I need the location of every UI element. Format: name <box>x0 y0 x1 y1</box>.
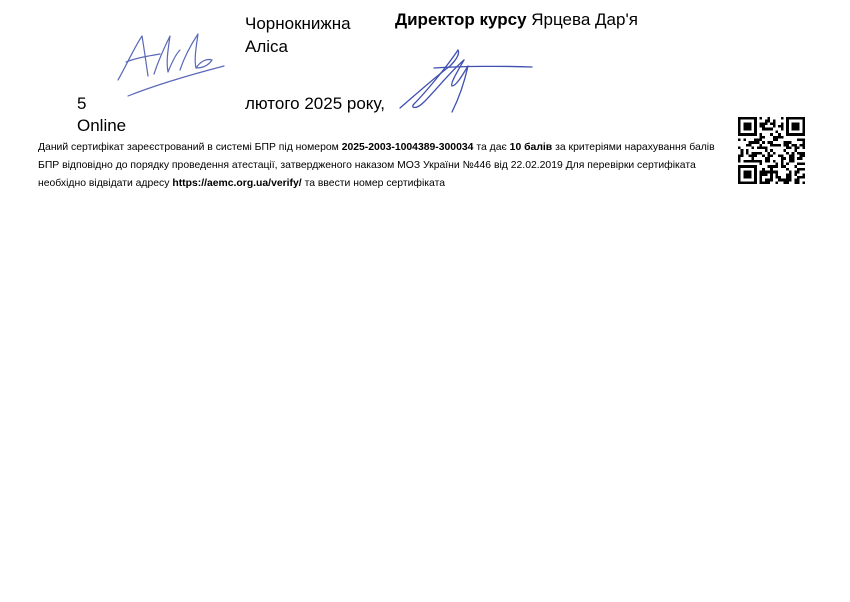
signature-image-right <box>394 38 536 118</box>
signatory-name <box>245 12 351 58</box>
signatory-name-line2: Аліса <box>245 37 288 56</box>
director-line <box>395 9 638 31</box>
qr-code <box>738 117 805 184</box>
notice-text-3: за критеріями нарахування балів БПР відповідно до порядку проведення атестації, затвердженого наказом МОЗ України №446 від 22.02.2019 Для перевірки сертифіката необхідно відвідати адресу <box>38 142 715 189</box>
director-title: Директор курсу <box>395 10 527 29</box>
notice-text-1: Даний сертифікат зареєстрований в системі БПР під номером <box>38 142 342 153</box>
verify-url[interactable]: https://aemc.org.ua/verify/ <box>172 178 302 189</box>
notice-text-4: та ввести номер сертифіката <box>301 178 446 189</box>
date-day: 5 <box>77 94 87 113</box>
signature-image-left <box>108 18 226 100</box>
signatory-name-line1: Чорнокнижна <box>245 14 351 33</box>
certificate-number: 2025-2003-1004389-300034 <box>341 142 474 153</box>
registration-notice <box>38 139 732 193</box>
event-format: Online <box>77 116 127 135</box>
points-value: 10 балів <box>509 142 553 153</box>
director-name: Ярцева Дар'я <box>531 10 638 29</box>
date-month-year: лютого 2025 року, <box>245 94 385 113</box>
notice-text-2: та дає <box>473 142 510 153</box>
